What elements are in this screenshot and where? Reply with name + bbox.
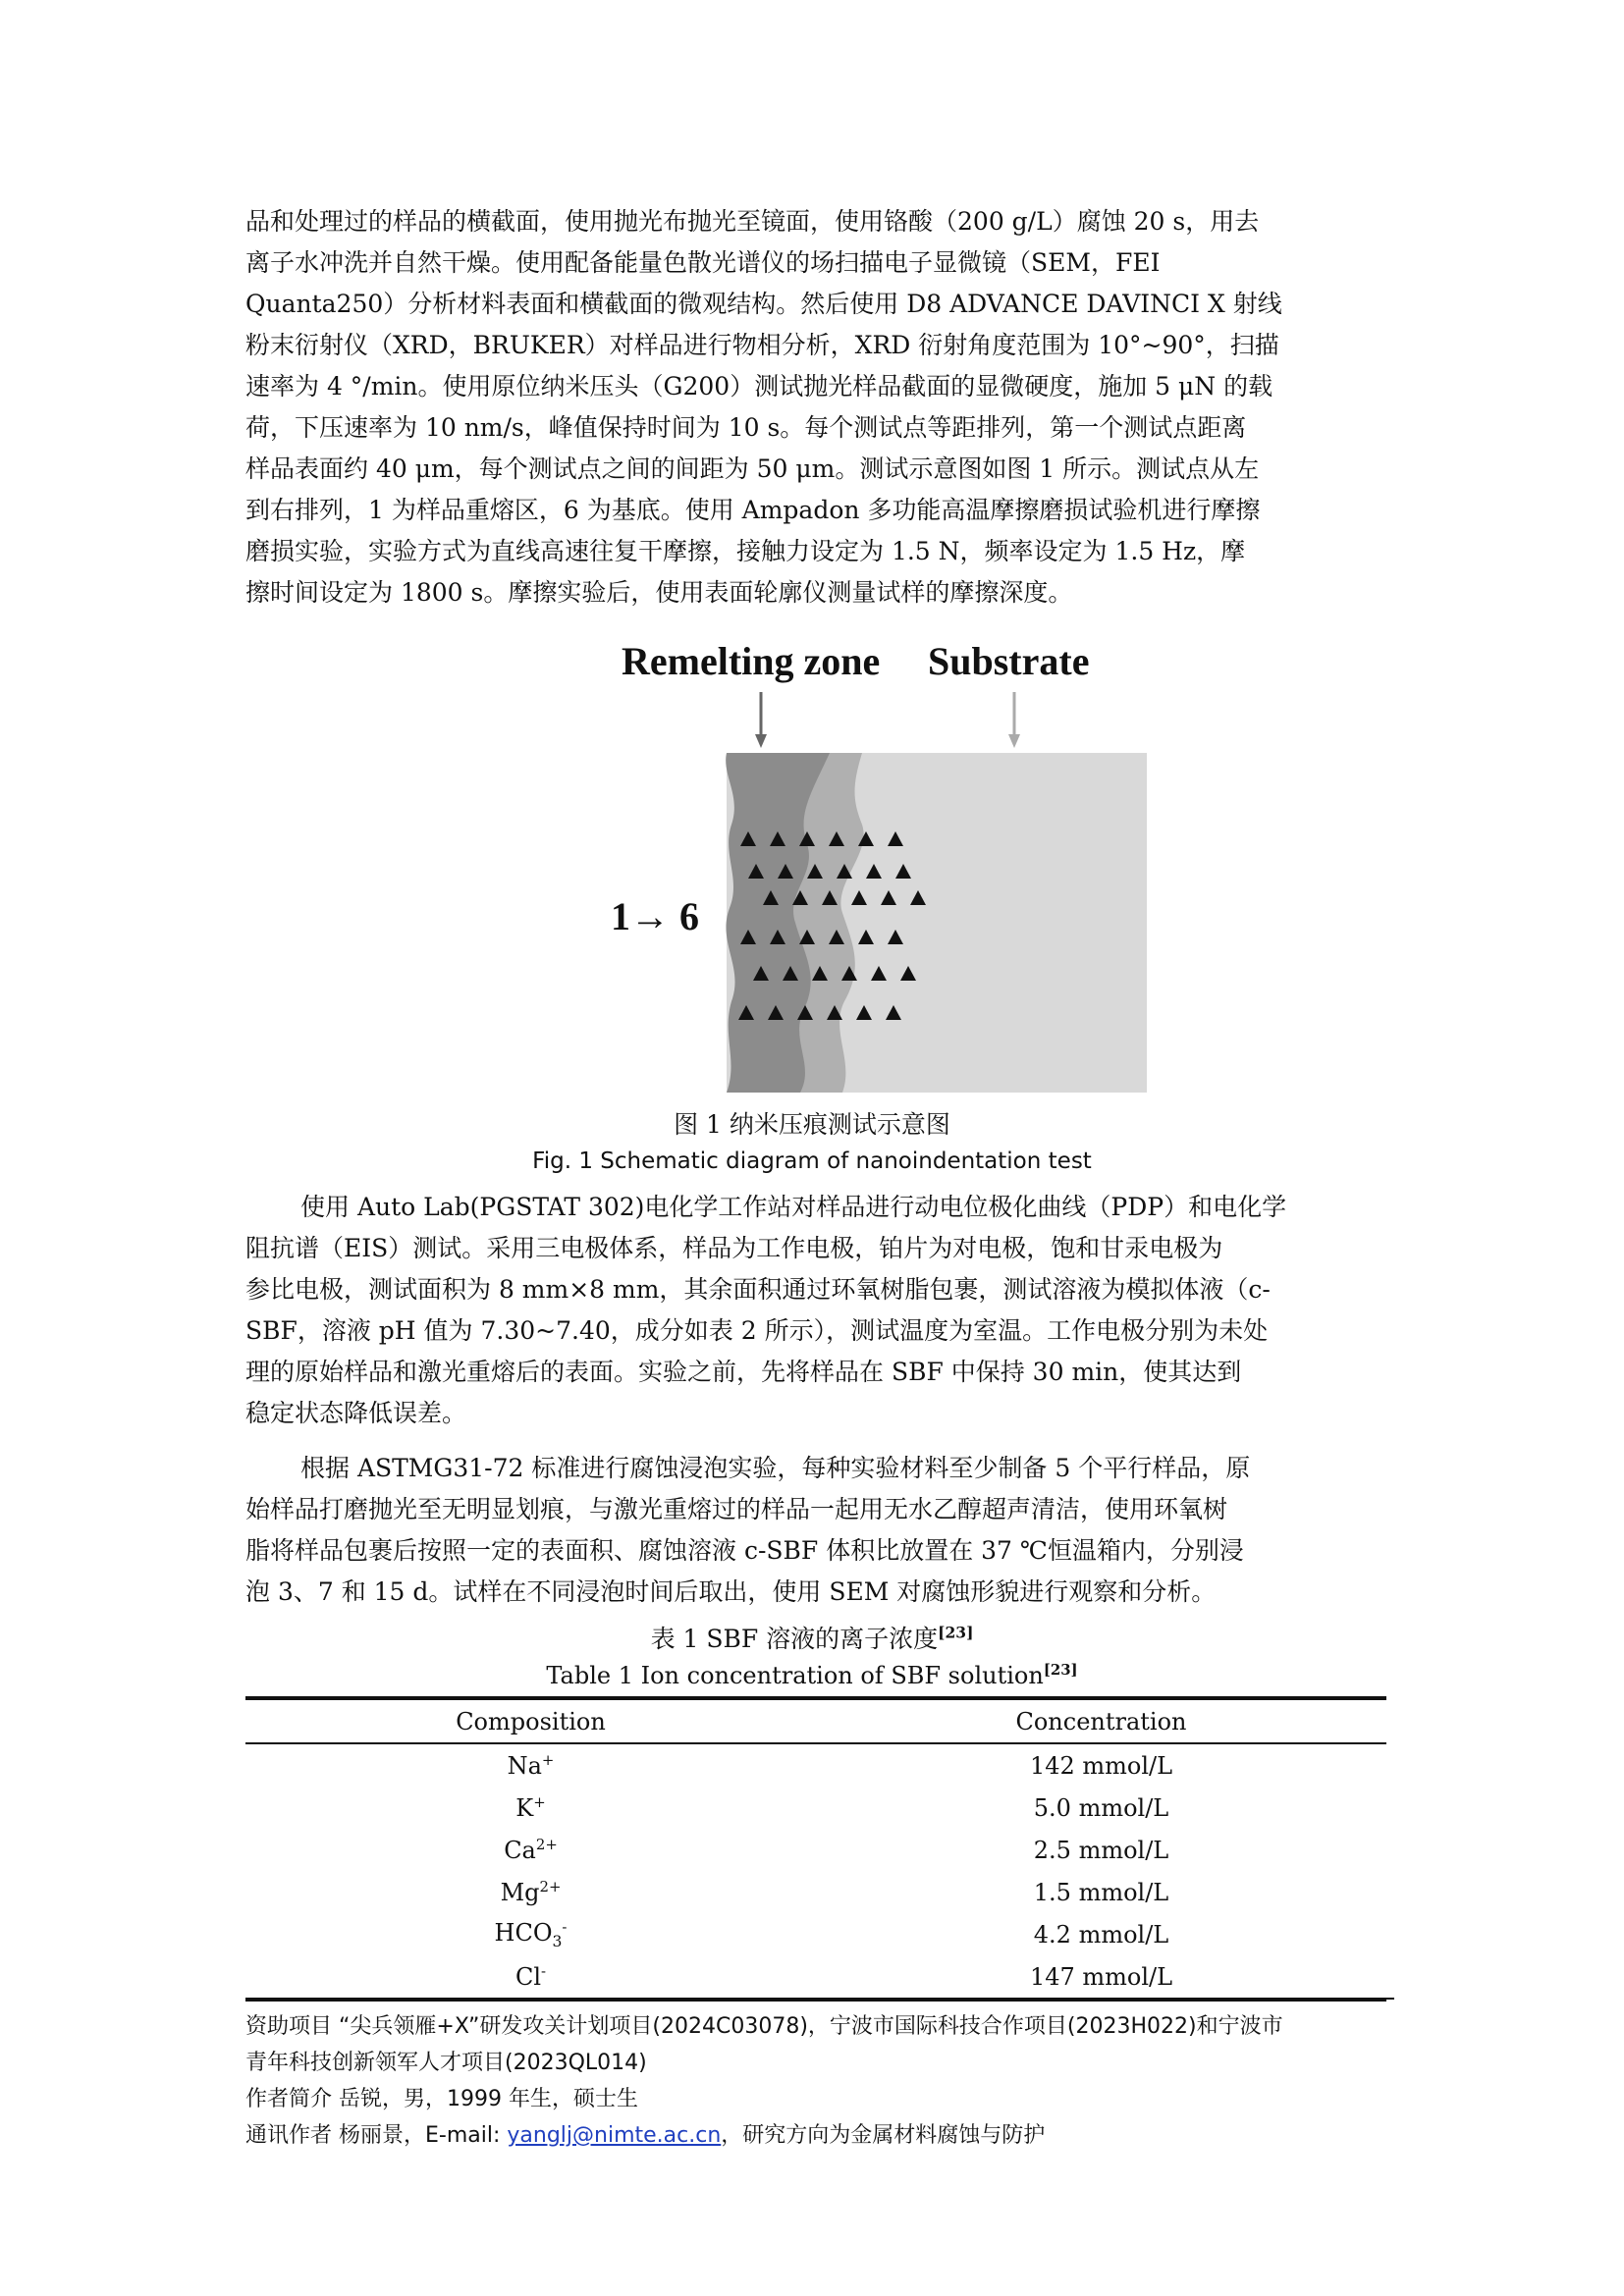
- cell-concentration: 147 mmol/L: [1029, 1962, 1173, 1991]
- author-info: 作者简介 岳锐，男，1999 年生，硕士生: [245, 2087, 638, 2111]
- table-row: [245, 1829, 1386, 1871]
- header-concentration: Concentration: [1015, 1707, 1187, 1735]
- text-line: 样品表面约 40 μm，每个测试点之间的间距为 50 μm。测试示意图如图 1 所示。测试点从左: [245, 454, 1260, 483]
- table-row: [245, 1787, 1386, 1829]
- footnotes: [245, 2008, 1394, 2154]
- cell-concentration: 1.5 mmol/L: [1033, 1878, 1169, 1906]
- paragraph-3: [245, 1448, 1384, 1613]
- table-row: [245, 1955, 1386, 1998]
- cell-composition: $HCO_3^-$: [494, 1918, 568, 1950]
- funding-line-1: 资助项目 “尖兵领雁+X”研发攻关计划项目(2024C03078)，宁波市国际科技合作项目(2023H022)和宁波市: [245, 2014, 1283, 2039]
- text-line: 泡 3、7 和 15 d。试样在不同浸泡时间后取出，使用 SEM 对腐蚀形貌进行观察和分析。: [245, 1577, 1217, 1606]
- header-composition: Composition: [456, 1707, 606, 1735]
- table-row: [245, 1744, 1386, 1787]
- funding-line-2: 青年科技创新领军人才项目(2023QL014): [245, 2051, 647, 2075]
- text-line: 参比电极，测试面积为 8 mm×8 mm，其余面积通过环氧树脂包裹，测试溶液为模拟体液（c-: [245, 1275, 1271, 1304]
- text-line: 粉末衍射仪（XRD，BRUKER）对样品进行物相分析，XRD 衍射角度范围为 10°~90°，扫描: [245, 331, 1279, 359]
- label-sequence: 1→ 6: [611, 894, 699, 938]
- cell-concentration: 2.5 mmol/L: [1033, 1836, 1169, 1864]
- text-line: 阻抗谱（EIS）测试。采用三电极体系，样品为工作电极，铂片为对电极，饱和甘汞电极为: [245, 1234, 1223, 1262]
- text-line: 使用 Auto Lab(PGSTAT 302)电化学工作站对样品进行动电位极化曲线（PDP）和电化学: [300, 1193, 1287, 1221]
- text-line: 擦时间设定为 1800 s。摩擦实验后，使用表面轮廓仪测量试样的摩擦深度。: [245, 578, 1073, 607]
- text-line: 理的原始样品和激光重熔后的表面。实验之前，先将样品在 SBF 中保持 30 min，使其达到: [245, 1358, 1242, 1386]
- figure-1-caption-cn: 图 1 纳米压痕测试示意图: [674, 1110, 950, 1139]
- corresponding-author: 通讯作者 杨丽景，E-mail: yanglj@nimte.ac.cn，研究方向为金属材料腐蚀与防护: [245, 2123, 1046, 2148]
- label-substrate: Substrate: [928, 639, 1090, 683]
- figure-1-schematic: [0, 0, 1624, 1099]
- table-1-caption-cn: 表 1 SBF 溶液的离子浓度[23]: [650, 1623, 974, 1653]
- text-line: 始样品打磨抛光至无明显划痕，与激光重熔过的样品一起用无水乙醇超声清洁，使用环氧树: [245, 1495, 1228, 1523]
- remelting-arrow: [755, 692, 767, 748]
- cell-composition: Cl-: [514, 1962, 547, 1991]
- text-line: Quanta250）分析材料表面和横截面的微观结构。然后使用 D8 ADVANCE DAVINCI X 射线: [245, 290, 1282, 318]
- cell-concentration: 5.0 mmol/L: [1033, 1793, 1169, 1822]
- text-line: 脂将样品包裹后按照一定的表面积、腐蚀溶液 c-SBF 体积比放置在 37 ℃恒温箱内，分别浸: [245, 1536, 1244, 1565]
- table-header: [245, 1700, 1386, 1742]
- label-remelting-zone: Remelting zone: [622, 639, 881, 683]
- cell-composition: K+: [515, 1793, 546, 1822]
- text-line: 荷，下压速率为 10 nm/s，峰值保持时间为 10 s。每个测试点等距排列，第一个测试点距离: [245, 413, 1247, 442]
- footnote-rule: [245, 1998, 1394, 2000]
- text-line: 离子水冲洗并自然干燥。使用配备能量色散光谱仪的场扫描电子显微镜（SEM，FEI: [245, 248, 1161, 277]
- text-line: SBF，溶液 pH 值为 7.30~7.40，成分如表 2 所示），测试温度为室温。工作电极分别为未处: [245, 1316, 1269, 1345]
- cell-composition: Na+: [507, 1751, 555, 1780]
- cell-concentration: 4.2 mmol/L: [1033, 1920, 1169, 1949]
- table-1: [245, 1696, 1386, 2002]
- text-line: 稳定状态降低误差。: [245, 1399, 467, 1427]
- text-line: 品和处理过的样品的横截面，使用抛光布抛光至镜面，使用铬酸（200 g/L）腐蚀 20 s，用去: [245, 207, 1260, 236]
- email-link[interactable]: yanglj@nimte.ac.cn: [507, 2123, 722, 2148]
- table-row: [245, 1913, 1386, 1955]
- text-line: 速率为 4 °/min。使用原位纳米压头（G200）测试抛光样品截面的显微硬度，施加 5 μN 的载: [245, 372, 1273, 400]
- text-line: 到右排列，1 为样品重熔区，6 为基底。使用 Ampadon 多功能高温摩擦磨损试验机进行摩擦: [245, 496, 1261, 524]
- substrate-arrow: [1008, 692, 1020, 748]
- cell-concentration: 142 mmol/L: [1029, 1751, 1173, 1780]
- table-row: [245, 1871, 1386, 1913]
- figure-1-caption-en: Fig. 1 Schematic diagram of nanoindentation test: [532, 1148, 1092, 1174]
- cell-composition: $Ca^{2+}$: [504, 1836, 558, 1864]
- paragraph-2: [245, 1187, 1384, 1434]
- text-line: 磨损实验，实验方式为直线高速往复干摩擦，接触力设定为 1.5 N，频率设定为 1.5 Hz，摩: [245, 537, 1246, 565]
- table-1-caption-en: Table 1 Ion concentration of SBF solution[23]: [546, 1661, 1078, 1689]
- text-line: 根据 ASTMG31-72 标准进行腐蚀浸泡实验，每种实验材料至少制备 5 个平行样品，原: [300, 1454, 1251, 1482]
- cell-composition: $Mg^{2+}$: [500, 1878, 562, 1906]
